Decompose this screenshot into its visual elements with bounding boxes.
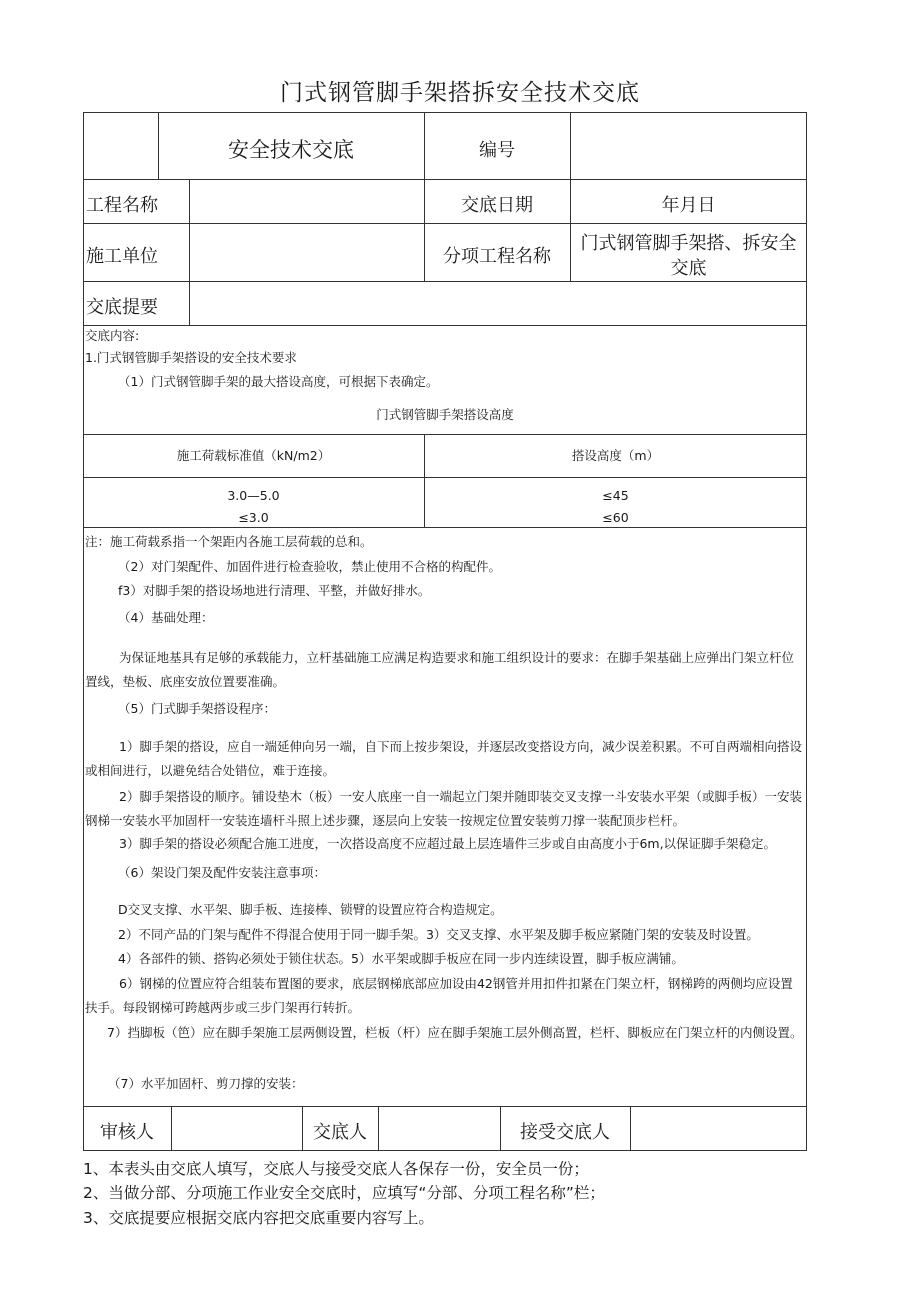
foundation-paragraph: 为保证地基具有足够的承载能力，立杆基础施工应满足构造要求和施工组织设计的要求：在脚手架基础上应弹出门架立杆位置线，垫板、底座安放位置要准确。 [85,650,795,689]
summary-label: 交底提要 [86,297,158,318]
table-col-load-header: 施工荷载标准值（kN/m2） [176,448,331,463]
discloser-label: 交底人 [313,1122,367,1143]
receiver-label: 接受交底人 [520,1122,610,1143]
install-note-7: 7）挡脚板（笆）应在脚手架施工层两侧设置，栏板（杆）应在脚手架施工层外侧高置，栏杆、脚板应在门架立杆的内侧设置。 [107,1025,803,1040]
table-row-1-height: ≤45 [602,488,629,503]
rule-v-sign-3 [378,1106,379,1151]
date-value[interactable]: 年月日 [661,195,716,216]
table-row-2-load: ≤3.0 [238,510,269,525]
rule-v-sign-1 [171,1106,172,1151]
procedure-paragraph-1: 1）脚手架的搭设，应自一端延伸向另一端，自下而上按步架设，并逐层改变搭设方向，减少误差积累。不可自两端相向搭设或相间进行，以避免结合处错位，难于连接。 [85,739,802,778]
table-row-2-height: ≤60 [602,510,629,525]
item-4: （4）基础处理： [118,610,214,625]
rule-v-label-col [189,179,190,325]
install-note-4: 4）各部件的锁、搭钩必须处于锁住状态。5）水平架或脚手板应在同一步内连续设置，脚手板应满铺。 [118,951,684,966]
rule-header-3 [83,281,807,282]
rule-sign-top [83,1106,807,1107]
subproject-label: 分项工程名称 [443,246,551,267]
reviewer-label: 审核人 [100,1122,154,1143]
rule-header-4 [83,325,807,326]
number-label: 编号 [479,140,515,161]
item-2: （2）对门架配件、加固件进行检查验收，禁止使用不合格的构配件。 [118,559,501,574]
procedure-paragraph-2: 2）脚手架搭设的顺序。铺设垫木（板）一安人底座一自一端起立门架并随即装交叉支撑一斗安装水平架（或脚手板）一安装钢梯一安装水平加固杆一安装连墙杆斗照上述步骤，逐层向上安装一按规定位置安装剪刀撑一装配顶步栏杆。 [85,789,802,828]
section-1-heading: 1.门式钢管脚手架搭设的安全技术要求 [85,350,297,365]
item-6: （6）架设门架及配件安装注意事项： [118,865,326,880]
install-note-2: 2）不同产品的门架与配件不得混合使用于同一脚手架。3）交叉支撑、水平架及脚手板应紧随门架的安装及时设置。 [118,927,759,942]
rule-header-1 [83,179,807,180]
install-note-6: 6）钢梯的位置应符合组装布置图的要求，底层钢梯底部应加设由42钢管并用扣件扣紧在门架立杆，钢梯跨的两侧均应设置扶手。每段钢梯可跨越两步或三步门架再行转折。 [85,976,793,1015]
item-7: （7）水平加固杆、剪刀撑的安装： [108,1076,304,1091]
item-1: （1）门式钢管脚手架的最大搭设高度，可根据下表确定。 [118,374,439,389]
project-label: 工程名称 [86,195,158,216]
rule-table-top [83,434,807,435]
content-heading: 交底内容: [85,328,140,343]
subproject-value-line2: 交底 [670,258,707,279]
rule-v-sign-5 [630,1106,631,1151]
rule-header-2 [83,223,807,224]
install-note-1: D交叉支撑、水平架、脚手板、连接棒、锁臂的设置应符合构造规定。 [118,902,503,917]
subproject-value-line1: 门式钢管脚手架搭、拆安全 [580,233,797,254]
height-table-title: 门式钢管脚手架搭设高度 [376,407,514,422]
item-3: f3）对脚手架的搭设场地进行清理、平整，并做好排水。 [118,583,431,598]
table-note: 注：施工荷载系指一个架距内各施工层荷载的总和。 [85,534,373,549]
footnote-2: 2、当做分部、分项施工作业安全交底时，应填写“分部、分项工程名称”栏； [83,1184,605,1202]
rule-table-head [83,477,807,478]
footnote-3: 3、交底提要应根据交底内容把交底重要内容写上。 [83,1209,434,1227]
form-title: 安全技术交底 [228,138,354,162]
procedure-paragraph-3: 3）脚手架的搭设必须配合施工进度，一次搭设高度不应超过最上层连墙件三步或自由高度小于6m,以保证脚手架稳定。 [119,836,777,851]
date-label: 交底日期 [461,195,533,216]
unit-label: 施工单位 [86,246,158,267]
document-title: 门式钢管脚手架搭拆安全技术交底 [280,80,640,106]
table-row-1-load: 3.0—5.0 [227,488,280,503]
footnote-1: 1、本表头由交底人填写，交底人与接受交底人各保存一份，安全员一份； [83,1160,589,1178]
table-col-height-header: 搭设高度（m） [571,448,660,463]
item-5: （5）门式脚手架搭设程序： [118,701,276,716]
